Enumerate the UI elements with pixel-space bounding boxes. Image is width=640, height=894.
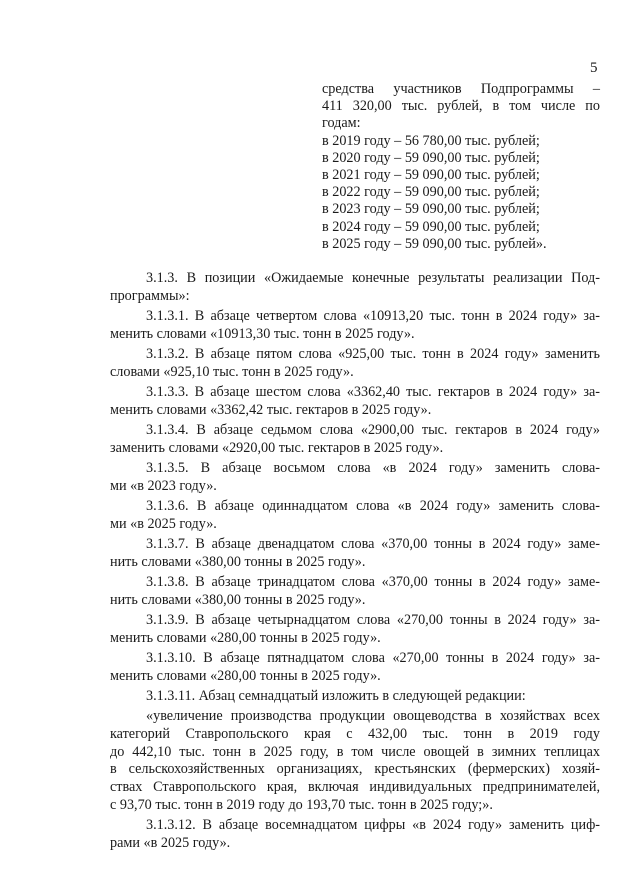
amendment-paragraph [110,574,600,610]
paragraph-line: в сельскохозяйственных организациях, крестьянских (фермерских) хозяй- [110,761,600,778]
paragraph-line: 3.1.3.8. В абзаце тринадцатом слова «370,00 тонны в 2024 году» заме- [146,573,600,590]
paragraph-line: нить словами «380,00 тонны в 2025 году». [110,553,366,570]
funding-year-line: в 2020 году – 59 090,00 тыс. рублей; [322,149,540,166]
paragraph-line: «увеличение производства продукции овощеводства в хозяйствах всех [146,708,600,725]
funding-block [322,81,600,253]
paragraph-line: заменить словами «2920,00 тыс. гектаров в 2025 году». [110,439,444,456]
amendment-paragraph [110,650,600,686]
paragraph-line: 3.1.3.7. В абзаце двенадцатом слова «370,00 тонны в 2024 году» заме- [146,535,600,552]
amendment-paragraph [110,308,600,344]
paragraph-line: рами «в 2025 году». [110,834,231,851]
paragraph-line: 3.1.3.6. В абзаце одиннадцатом слова «в 2024 году» заменить слова- [146,497,600,514]
amendment-paragraph [110,688,600,706]
paragraph-line: менить словами «3362,42 тыс. гектаров в 2025 году». [110,401,432,418]
page-number: 5 [590,60,598,76]
paragraph-line: менить словами «10913,30 тыс. тонн в 2025 году». [110,325,415,342]
amendment-paragraph [110,536,600,572]
amendment-paragraph [110,498,600,534]
amendment-paragraph [110,612,600,648]
paragraph-line: 3.1.3.5. В абзаце восьмом слова «в 2024 году» заменить слова- [146,459,600,476]
paragraph-line: 3.1.3.4. В абзаце седьмом слова «2900,00 тыс. гектаров в 2024 году» [146,421,600,438]
document-body [110,270,600,855]
funding-year-line: в 2021 году – 59 090,00 тыс. рублей; [322,166,540,183]
quoted-paragraph [110,708,600,815]
paragraph-line: менить словами «280,00 тонны в 2025 году». [110,629,381,646]
paragraph-line: словами «925,10 тыс. тонн в 2025 году». [110,363,354,380]
paragraph-line: ствах Ставропольского края, включая индивидуальных предпринимателей, [110,779,600,796]
funding-year-line: в 2024 году – 59 090,00 тыс. рублей; [322,218,540,235]
funding-year-line: в 2022 году – 59 090,00 тыс. рублей; [322,184,540,201]
amendment-paragraph [110,346,600,382]
paragraph-line: 3.1.3.11. Абзац семнадцатый изложить в следующей редакции: [146,687,526,704]
paragraph-line: 3.1.3.3. В абзаце шестом слова «3362,40 тыс. гектаров в 2024 году» за- [146,383,600,400]
paragraph-line: 3.1.3.9. В абзаце четырнадцатом слова «270,00 тонны в 2024 году» за- [146,611,600,628]
paragraph-line: 3.1.3.10. В абзаце пятнадцатом слова «270,00 тонны в 2024 году» за- [146,649,600,666]
amendment-paragraph [110,270,600,306]
amendment-paragraph [110,384,600,420]
paragraph-line: ми «в 2023 году». [110,477,217,494]
funding-intro-line: 411 320,00 тыс. рублей, в том числе по [322,98,600,115]
paragraph-line: с 93,70 тыс. тонн в 2019 году до 193,70 тыс. тонн в 2025 году;». [110,797,493,813]
funding-year-line: в 2025 году – 59 090,00 тыс. рублей». [322,235,547,252]
paragraph-line: 3.1.3. В позиции «Ожидаемые конечные результаты реализации Под- [146,270,600,286]
amendment-paragraph [110,817,600,853]
paragraph-line: 3.1.3.12. В абзаце восемнадцатом цифры «в 2024 году» заменить циф- [146,817,600,834]
amendment-paragraph [110,460,600,496]
paragraph-line: категорий Ставропольского края с 432,00 тыс. тонн в 2019 году [110,725,600,742]
paragraph-line: ми «в 2025 году». [110,515,217,532]
paragraph-line: программы»: [110,287,190,304]
funding-year-line: в 2019 году – 56 780,00 тыс. рублей; [322,132,540,149]
paragraph-line: 3.1.3.2. В абзаце пятом слова «925,00 тыс. тонн в 2024 году» заменить [146,345,600,362]
funding-year-line: в 2023 году – 59 090,00 тыс. рублей; [322,201,540,218]
funding-intro-line: средства участников Подпрограммы – [322,81,600,97]
paragraph-line: нить словами «380,00 тонны в 2025 году». [110,591,366,608]
funding-intro-line: годам: [322,115,361,132]
paragraph-line: 3.1.3.1. В абзаце четвертом слова «10913,20 тыс. тонн в 2024 году» за- [146,307,600,324]
paragraph-line: менить словами «280,00 тонны в 2025 году». [110,667,381,684]
paragraph-line: до 442,10 тыс. тонн в 2025 году, в том числе овощей в зимних теплицах [110,743,600,760]
amendment-paragraph [110,422,600,458]
